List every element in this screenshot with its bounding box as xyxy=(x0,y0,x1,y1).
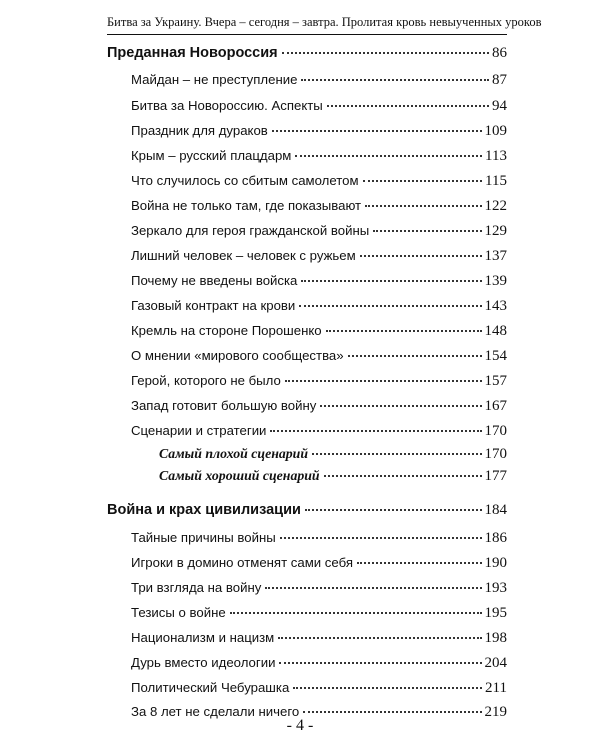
running-header: Битва за Украину. Вчера – сегодня – завтра. Пролитая кровь невыученных уроков xyxy=(107,15,542,29)
toc-entry[interactable] xyxy=(131,148,507,165)
toc-entry-title: Крым – русский плацдарм xyxy=(131,148,292,163)
dot-leader xyxy=(312,453,481,455)
dot-leader xyxy=(305,509,482,511)
dot-leader xyxy=(299,305,481,307)
toc-page-number: 143 xyxy=(484,298,507,314)
dot-leader xyxy=(278,637,481,639)
toc-page-number: 170 xyxy=(484,423,507,439)
toc-page-number: 139 xyxy=(484,273,507,289)
toc-page-number: 193 xyxy=(484,580,507,596)
toc-entry[interactable] xyxy=(131,348,507,365)
toc-page-number: 170 xyxy=(484,446,507,462)
toc-entry[interactable] xyxy=(131,605,507,622)
toc-page-number: 115 xyxy=(485,173,507,189)
dot-leader xyxy=(303,711,481,713)
toc-entry[interactable] xyxy=(131,373,507,390)
dot-leader xyxy=(280,537,482,539)
toc-entry-title: Лишний человек – человек с ружьем xyxy=(131,248,356,263)
toc-entry-title: Праздник для дураков xyxy=(131,123,268,138)
toc-page-number: 157 xyxy=(484,373,507,389)
toc-section-2[interactable] xyxy=(107,502,507,519)
toc-entry-title: Национализм и нацизм xyxy=(131,630,275,645)
dot-leader xyxy=(265,587,481,589)
toc-entry-title: Тезисы о войне xyxy=(131,605,226,620)
toc-page-number: 219 xyxy=(484,704,507,720)
toc-entry[interactable] xyxy=(131,298,507,315)
toc-subentry-title: Самый хороший сценарий xyxy=(159,468,320,483)
dot-leader xyxy=(373,230,481,232)
dot-leader xyxy=(301,280,481,282)
dot-leader xyxy=(282,52,489,54)
toc-entry-title: Война не только там, где показывают xyxy=(131,198,362,213)
dot-leader xyxy=(295,155,482,157)
dot-leader xyxy=(360,255,482,257)
toc-page-number: 137 xyxy=(484,248,507,264)
toc-entry[interactable] xyxy=(131,680,507,697)
dot-leader xyxy=(270,430,481,432)
dot-leader xyxy=(348,355,482,357)
toc-entry-title: Герой, которого не было xyxy=(131,373,281,388)
dot-leader xyxy=(230,612,482,614)
toc-page-number: 87 xyxy=(492,72,507,88)
toc-entry[interactable] xyxy=(131,198,507,215)
toc-page-number: 177 xyxy=(484,468,507,484)
page-number: - 4 - xyxy=(286,717,314,734)
toc-entry-title: Сценарии и стратегии xyxy=(131,423,267,438)
toc-entry-title: Политический Чебурашка xyxy=(131,680,290,695)
toc-page-number: 113 xyxy=(485,148,507,164)
dot-leader xyxy=(320,405,481,407)
dot-leader xyxy=(326,330,482,332)
toc-page-number: 184 xyxy=(484,502,507,518)
toc-section-1[interactable] xyxy=(107,45,507,62)
toc-section-title: Война и крах цивилизации xyxy=(107,502,301,518)
toc-subentry[interactable] xyxy=(159,446,507,463)
dot-leader xyxy=(279,662,481,664)
toc-entry[interactable] xyxy=(131,323,507,340)
toc-page-number: 167 xyxy=(484,398,507,414)
toc-entry[interactable] xyxy=(131,630,507,647)
toc-entry[interactable] xyxy=(131,530,507,547)
toc-entry[interactable] xyxy=(131,555,507,572)
dot-leader xyxy=(272,130,482,132)
toc-entry[interactable] xyxy=(131,72,507,89)
dot-leader xyxy=(301,79,489,81)
toc-entry-title: Кремль на стороне Порошенко xyxy=(131,323,322,338)
toc-page-number: 190 xyxy=(484,555,507,571)
toc-page-number: 94 xyxy=(492,98,507,114)
toc-entry-title: Газовый контракт на крови xyxy=(131,298,296,313)
toc-section-title: Преданная Новороссия xyxy=(107,45,278,61)
toc-entry[interactable] xyxy=(131,223,507,240)
toc-entry-title: Битва за Новороссию. Аспекты xyxy=(131,98,323,113)
dot-leader xyxy=(365,205,481,207)
toc-entry-title: За 8 лет не сделали ничего xyxy=(131,704,300,719)
dot-leader xyxy=(285,380,482,382)
toc-entry[interactable] xyxy=(131,398,507,415)
toc-entry-title: Почему не введены войска xyxy=(131,273,298,288)
toc-entry-title: Три взгляда на войну xyxy=(131,580,262,595)
toc-page-number: 86 xyxy=(492,45,507,61)
toc-page-number: 129 xyxy=(484,223,507,239)
toc-entry-title: Игроки в домино отменят сами себя xyxy=(131,555,353,570)
toc-entry-title: Майдан – не преступление xyxy=(131,72,298,87)
toc-entry[interactable] xyxy=(131,580,507,597)
toc-entry-title: Что случилось со сбитым самолетом xyxy=(131,173,359,188)
toc-page-number: 148 xyxy=(484,323,507,339)
toc-page-number: 211 xyxy=(485,680,507,696)
toc-entry[interactable] xyxy=(131,273,507,290)
toc-subentry[interactable] xyxy=(159,468,507,485)
toc-entry[interactable] xyxy=(131,123,507,140)
toc-entry[interactable] xyxy=(131,98,507,115)
toc-page-number: 109 xyxy=(484,123,507,139)
toc-entry-title: О мнении «мирового сообщества» xyxy=(131,348,344,363)
toc-entry[interactable] xyxy=(131,248,507,265)
toc-page-number: 186 xyxy=(484,530,507,546)
toc-entry-title: Тайные причины войны xyxy=(131,530,276,545)
toc-entry-title: Зеркало для героя гражданской войны xyxy=(131,223,370,238)
toc-page-number: 154 xyxy=(484,348,507,364)
toc-subentry-title: Самый плохой сценарий xyxy=(159,446,309,461)
toc-page-number: 204 xyxy=(484,655,507,671)
toc-entry[interactable] xyxy=(131,655,507,672)
header-rule xyxy=(107,34,507,35)
dot-leader xyxy=(357,562,482,564)
toc-entry[interactable] xyxy=(131,173,507,190)
dot-leader xyxy=(363,180,483,182)
dot-leader xyxy=(327,105,489,107)
dot-leader xyxy=(324,475,482,477)
toc-entry-title: Запад готовит большую войну xyxy=(131,398,317,413)
toc-page-number: 198 xyxy=(484,630,507,646)
toc-page-number: 195 xyxy=(484,605,507,621)
toc-page-number: 122 xyxy=(484,198,507,214)
dot-leader xyxy=(293,687,482,689)
toc-entry-title: Дурь вместо идеологии xyxy=(131,655,276,670)
toc-entry[interactable] xyxy=(131,423,507,440)
